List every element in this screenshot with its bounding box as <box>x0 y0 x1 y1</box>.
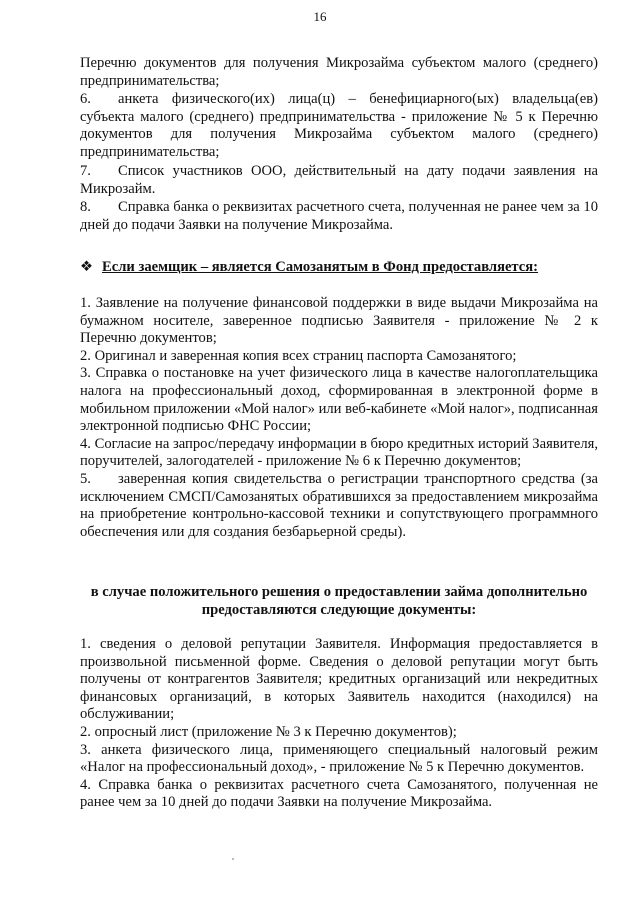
self-employed-heading <box>80 259 598 277</box>
list-item-number: 6. <box>80 91 91 107</box>
list-item-number: 5. <box>80 470 91 487</box>
list-item: 2. опросный лист (приложение № 3 к Перечню документов); <box>80 723 457 740</box>
list-item-text: анкета физического(их) лица(ц) – бенефициарного(ых) владельца(ев) субъекта малого (среднего) предпринимательства - приложение № 5 к Перечню документов для получения Микрозайма субъектом малого (среднего) предпринимательства; <box>80 91 598 160</box>
list-item: 3. Справка о постановке на учет физического лица в качестве налогоплательщика налога на профессиональный доход, сформированная в электронной форме в мобильном приложении «Мой налог» или веб-кабинете «Мой налог», подписанная электронной подписью ФНС России; <box>80 365 598 435</box>
list-item: 4. Согласие на запрос/передачу информации в бюро кредитных историй Заявителя, поручителей, залогодателей - приложение № 6 к Перечню документов; <box>80 435 598 470</box>
list-item-number: 8. <box>80 199 91 215</box>
list-item: 1. Заявление на получение финансовой поддержки в виде выдачи Микрозайма на бумажном носителе, заверенное подписью Заявителя - приложение № 2 к Перечню документов; <box>80 295 598 347</box>
list-item: 3. анкета физического лица, применяющего специальный налоговый режим «Налог на профессиональный доход», - приложение № 5 к Перечню документов. <box>80 741 598 776</box>
list-item-text: Справка банка о реквизитах расчетного счета, полученная не ранее чем за 10 дней до подачи Заявки на получение Микрозайма. <box>80 199 598 233</box>
diamond-bullet-icon: ❖ <box>80 259 94 275</box>
list-item-6 <box>80 91 598 161</box>
list-item: 2. Оригинал и заверенная копия всех страниц паспорта Самозанятого; <box>80 347 517 364</box>
list-item-5 <box>80 471 598 541</box>
list-carry-over: Перечню документов для получения Микрозайма субъектом малого (среднего) предпринимательства; <box>80 55 598 89</box>
self-employed-heading-text: Если заемщик – является Самозанятым в Фонд предоставляется: <box>102 259 539 275</box>
list-item: 1. сведения о деловой репутации Заявителя. Информация предоставляется в произвольной письменной форме. Сведения о деловой репутации могут быть получены от контрагентов Заявителя; кредитных организаций или некредитных финансовых организаций, в которых Заявитель находится (находился) на обслуживании; <box>80 636 598 723</box>
list-item-text: заверенная копия свидетельства о регистрации транспортного средства (за исключением СМСП/Самозанятых обратившихся за предоставлением микрозайма на приобретение контрольно-кассовой техники и сопутствующего программного обеспечения или для создания безбарьерной среды). <box>80 470 598 540</box>
list-item: 4. Справка банка о реквизитах расчетного счета Самозанятого, полученная не ранее чем за 10 дней до подачи Заявки на получение Микрозайма. <box>80 776 598 811</box>
list-item-number: 7. <box>80 163 91 179</box>
positive-decision-heading: в случае положительного решения о предоставлении займа дополнительно предоставляются следующие документы: <box>90 584 588 618</box>
list-item-text: Список участников ООО, действительный на дату подачи заявления на Микрозайм. <box>80 163 598 197</box>
list-item-8 <box>80 199 598 234</box>
page-number: 16 <box>313 9 327 24</box>
self-employed-list <box>80 295 598 541</box>
scan-speck <box>232 858 234 860</box>
positive-decision-list <box>80 636 598 812</box>
list-item-7 <box>80 163 598 198</box>
